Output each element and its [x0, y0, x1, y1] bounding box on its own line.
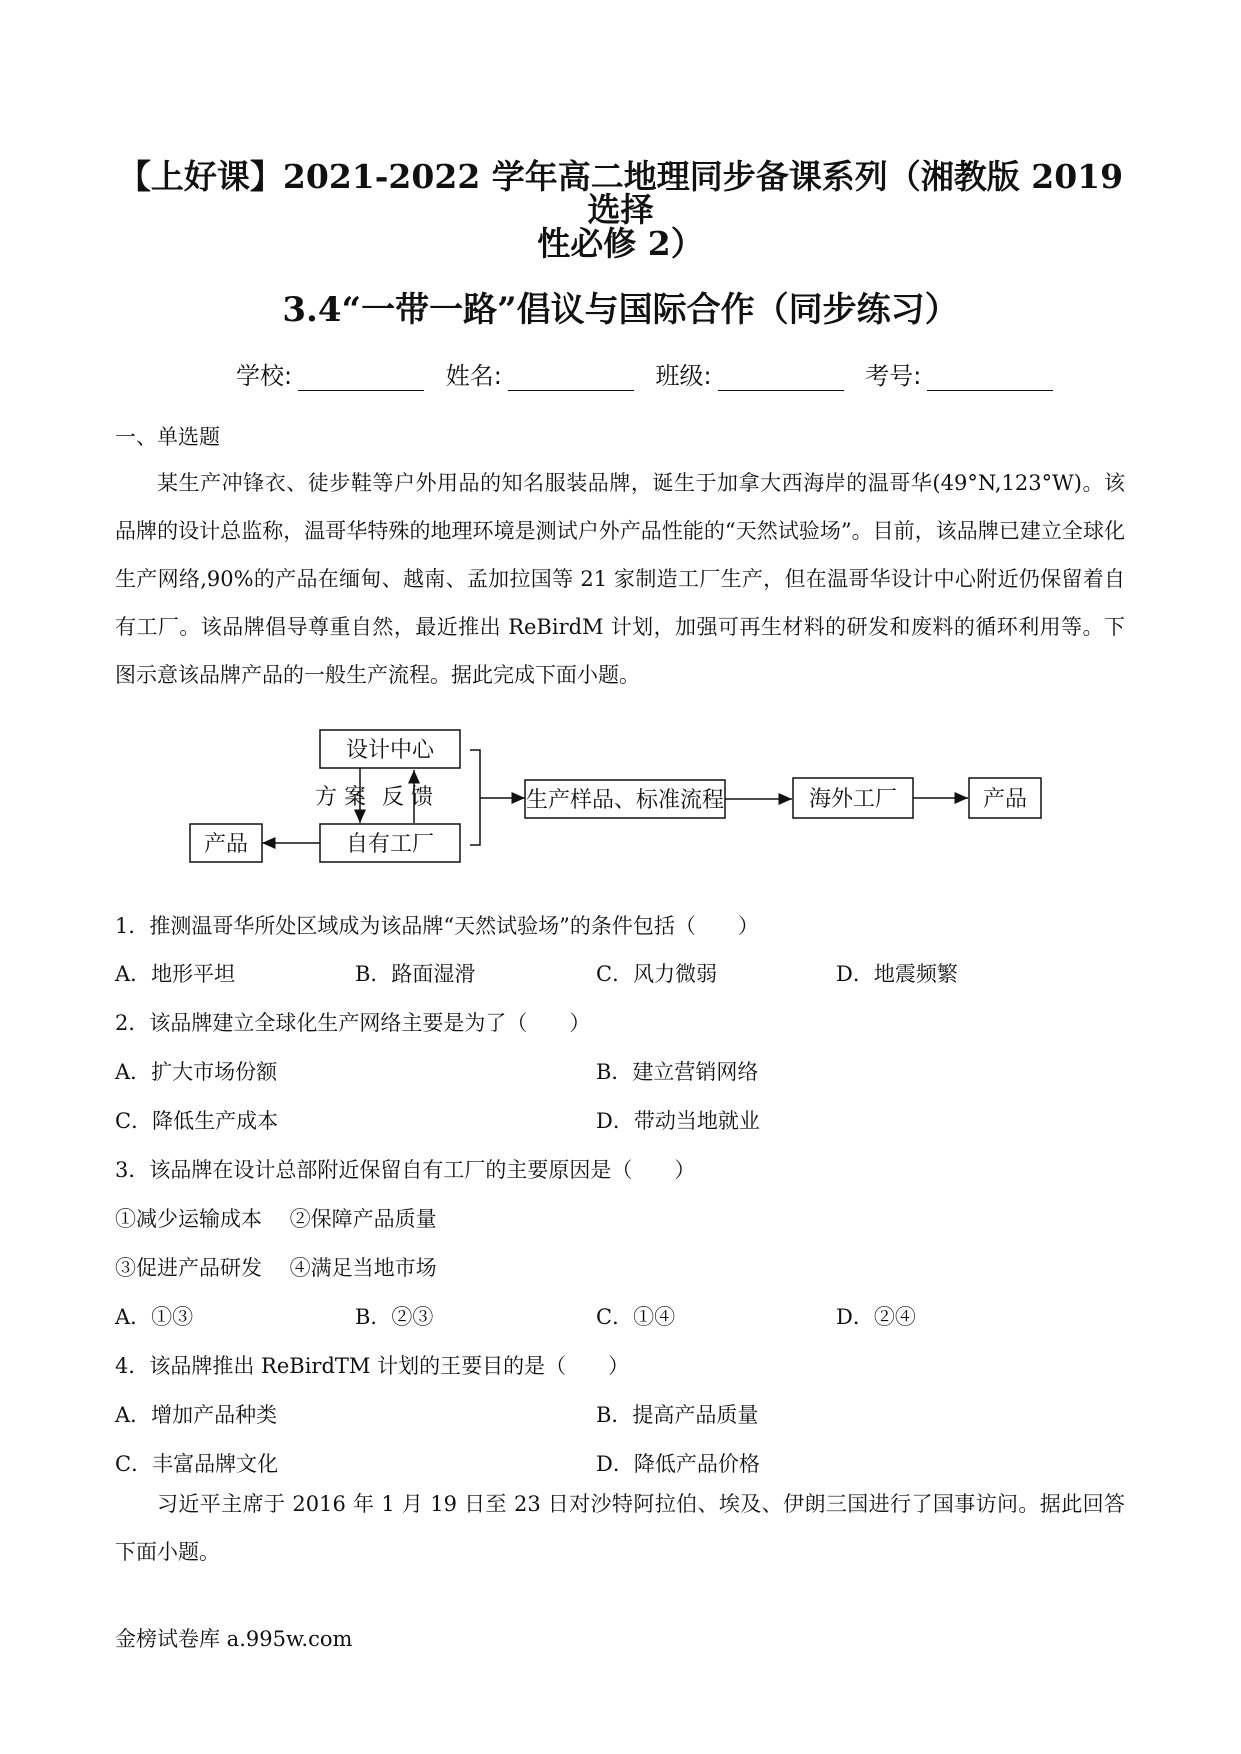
- footer-source: 金榜试卷库 a.995w.com: [115, 1627, 353, 1651]
- q4-option-c[interactable]: C．丰富品牌文化: [115, 1452, 279, 1476]
- question-3-stem: 3．该品牌在设计总部附近保留自有工厂的主要原因是（ ）: [115, 1158, 696, 1182]
- design-center-label: 设计中心: [345, 738, 435, 763]
- q1-option-a[interactable]: A．地形平坦: [115, 962, 236, 986]
- q2-option-a[interactable]: A．扩大市场份额: [115, 1060, 278, 1084]
- q1-option-d[interactable]: D．地震频繁: [836, 962, 958, 986]
- q4-option-d[interactable]: D．降低产品价格: [596, 1452, 760, 1476]
- student-info-fields: [236, 356, 1067, 391]
- q3-option-a[interactable]: A．①③: [115, 1305, 194, 1329]
- bracket: [470, 750, 480, 845]
- exam-no-label: 考号:: [865, 362, 922, 390]
- q2-option-c[interactable]: C．降低生产成本: [115, 1109, 279, 1133]
- school-blank[interactable]: [298, 366, 424, 391]
- overseas-label: 海外工厂: [808, 787, 898, 812]
- q4-option-a[interactable]: A．增加产品种类: [115, 1403, 278, 1427]
- samples-label: 生产样品、标准流程: [525, 788, 725, 813]
- page-subtitle: 3.4“一带一路”倡议与国际合作（同步练习）: [282, 290, 959, 330]
- q3-option-c[interactable]: C．①④: [596, 1305, 676, 1329]
- product-left-label: 产品: [203, 832, 249, 857]
- section-title: 一、单选题: [115, 425, 220, 449]
- passage-1: 某生产冲锋衣、徒步鞋等户外用品的知名服装品牌，诞生于加拿大西海岸的温哥华(49°N,123°W)。该品牌的设计总监称，温哥华特殊的地理环境是测试户外产品性能的“天然试验场”。目前，该品牌已建立全球化生产网络,90%的产品在缅甸、越南、孟加拉国等 21 家制造工厂生产，但在温哥华设计中心附近仍保留着自有工厂。该品牌倡导尊重自然，最近推出 ReBirdM 计划，加强可再生材料的研发和废料的循环利用等。下图示意该品牌产品的一般生产流程。据此完成下面小题。: [115, 471, 1125, 687]
- page-title-line2: 性必修 2）: [537, 224, 704, 263]
- passage-2: 习近平主席于 2016 年 1 月 19 日至 23 日对沙特阿拉伯、埃及、伊朗三国进行了国事访问。据此回答下面小题。: [115, 1492, 1125, 1564]
- q1-option-c[interactable]: C．风力微弱: [596, 962, 718, 986]
- name-blank[interactable]: [508, 366, 634, 391]
- q2-option-d[interactable]: D．带动当地就业: [596, 1109, 760, 1133]
- q1-option-b[interactable]: B．路面湿滑: [355, 962, 476, 986]
- page-title-line1: 【上好课】2021-2022 学年高二地理同步备课系列（湘教版 2019 选择: [117, 157, 1124, 229]
- class-blank[interactable]: [718, 366, 844, 391]
- q2-option-b[interactable]: B．建立营销网络: [596, 1060, 759, 1084]
- q3-option-d[interactable]: D．②④: [836, 1305, 916, 1329]
- feedback-label: 反 馈: [382, 785, 433, 810]
- plan-label: 方 案: [315, 785, 366, 810]
- school-label: 学校:: [236, 362, 293, 390]
- q3-statements-1: ①减少运输成本 ②保障产品质量: [115, 1207, 437, 1231]
- q4-option-b[interactable]: B．提高产品质量: [596, 1403, 759, 1427]
- production-flow-diagram: [180, 720, 1080, 890]
- exam-no-blank[interactable]: [927, 366, 1053, 391]
- question-2-stem: 2．该品牌建立全球化生产网络主要是为了（ ）: [115, 1011, 591, 1035]
- question-1-stem: 1．推测温哥华所处区域成为该品牌“天然试验场”的条件包括（ ）: [115, 914, 759, 938]
- q3-statements-2: ③促进产品研发 ④满足当地市场: [115, 1256, 437, 1280]
- class-label: 班级:: [655, 362, 712, 390]
- name-label: 姓名:: [445, 362, 502, 390]
- q3-option-b[interactable]: B．②③: [355, 1305, 434, 1329]
- product-right-label: 产品: [982, 787, 1028, 812]
- question-4-stem: 4．该品牌推出 ReBirdTM 计划的王要目的是（ ）: [115, 1354, 630, 1378]
- own-factory-label: 自有工厂: [345, 832, 435, 857]
